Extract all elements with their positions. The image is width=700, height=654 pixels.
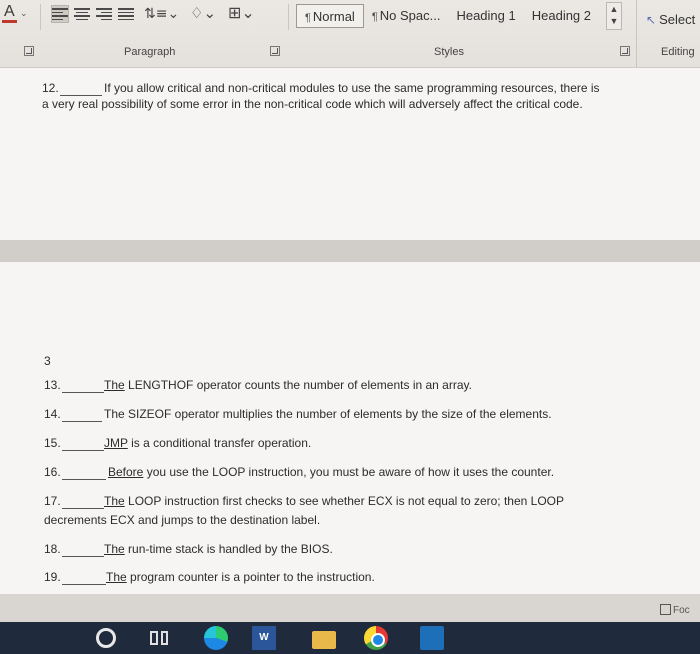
style-normal[interactable]: ¶ Normal xyxy=(296,4,364,28)
answer-blank[interactable] xyxy=(62,479,106,480)
paragraph-group-label: Paragraph xyxy=(124,46,176,58)
question-text: The SIZEOF operator multiplies the number of elements by the size of the elements. xyxy=(104,407,552,421)
document-page[interactable] xyxy=(0,262,700,594)
question-number: 16. xyxy=(44,465,61,479)
chevron-down-icon[interactable]: ⌄ xyxy=(20,8,28,18)
question-text: The run-time stack is handled by the BIOS. xyxy=(104,542,333,556)
styles-more-button[interactable]: ▲ ▼ xyxy=(606,2,622,30)
align-left-button[interactable] xyxy=(52,6,68,22)
question-text: Before you use the LOOP instruction, you must be aware of how it uses the counter. xyxy=(108,465,555,479)
paragraph-dialog-launcher-icon[interactable] xyxy=(270,46,280,56)
question-text: a very real possibility of some error in the non-critical code which will adversely affect the critical code. xyxy=(42,97,583,111)
align-center-button[interactable] xyxy=(74,6,90,22)
shading-button[interactable]: ♢⌄ xyxy=(190,4,217,22)
question-number: 17. xyxy=(44,494,61,508)
answer-blank[interactable] xyxy=(62,450,104,451)
search-icon[interactable] xyxy=(96,628,116,648)
styles-gallery xyxy=(296,0,599,32)
styles-dialog-launcher-icon[interactable] xyxy=(620,46,630,56)
taskbar xyxy=(0,622,700,654)
question-number: 19. xyxy=(44,570,61,584)
question-text: decrements ECX and jumps to the destination label. xyxy=(44,513,321,527)
question-text: If you allow critical and non-critical modules to use the same programming resources, there is xyxy=(104,81,600,95)
answer-blank[interactable] xyxy=(62,421,102,422)
answer-blank[interactable] xyxy=(62,584,106,585)
word-app-icon[interactable]: W xyxy=(252,626,276,650)
align-right-button[interactable] xyxy=(96,6,112,22)
select-button[interactable]: ↖ Select xyxy=(646,12,696,27)
question-text: The LENGTHOF operator counts the number of elements in an array. xyxy=(104,378,472,392)
question-number: 14. xyxy=(44,407,61,421)
chrome-browser-icon[interactable] xyxy=(364,626,388,650)
focus-mode-button[interactable]: Foc xyxy=(660,604,690,616)
answer-blank[interactable] xyxy=(62,392,104,393)
style-heading-2[interactable]: Heading 2 xyxy=(531,8,592,23)
answer-blank[interactable] xyxy=(62,556,104,557)
section-number: 3 xyxy=(44,354,51,368)
divider xyxy=(288,4,289,30)
ribbon xyxy=(0,0,700,68)
answer-blank[interactable] xyxy=(60,95,102,96)
app-icon[interactable] xyxy=(420,626,444,650)
style-heading-1[interactable]: Heading 1 xyxy=(456,8,516,23)
editing-group-label: Editing xyxy=(661,46,695,58)
question-text: JMP is a conditional transfer operation. xyxy=(104,436,312,450)
font-dialog-launcher-icon[interactable] xyxy=(24,46,34,56)
justify-button[interactable] xyxy=(118,6,134,22)
borders-button[interactable]: ⊞⌄ xyxy=(228,3,255,22)
question-number: 18. xyxy=(44,542,61,556)
focus-icon xyxy=(660,604,671,615)
question-text: The program counter is a pointer to the instruction. xyxy=(106,570,375,584)
answer-blank[interactable] xyxy=(62,508,104,509)
divider xyxy=(40,4,41,30)
question-number: 15. xyxy=(44,436,61,450)
font-color-button[interactable]: A xyxy=(2,4,17,23)
question-text: The LOOP instruction first checks to see whether ECX is not equal to zero; then LOOP xyxy=(104,494,565,508)
question-number: 13. xyxy=(44,378,61,392)
styles-group-label: Styles xyxy=(434,46,464,58)
document-page[interactable] xyxy=(0,68,700,240)
line-spacing-button[interactable]: ⇅≡⌄ xyxy=(144,6,180,22)
edge-browser-icon[interactable] xyxy=(204,626,228,650)
alignment-group xyxy=(52,6,134,22)
style-no-spacing[interactable]: ¶ No Spac... xyxy=(371,8,441,23)
divider xyxy=(636,0,637,68)
cursor-icon: ↖ xyxy=(646,13,657,27)
task-view-icon[interactable] xyxy=(150,629,168,647)
file-explorer-icon[interactable] xyxy=(312,631,336,649)
question-number: 12. xyxy=(42,81,59,95)
